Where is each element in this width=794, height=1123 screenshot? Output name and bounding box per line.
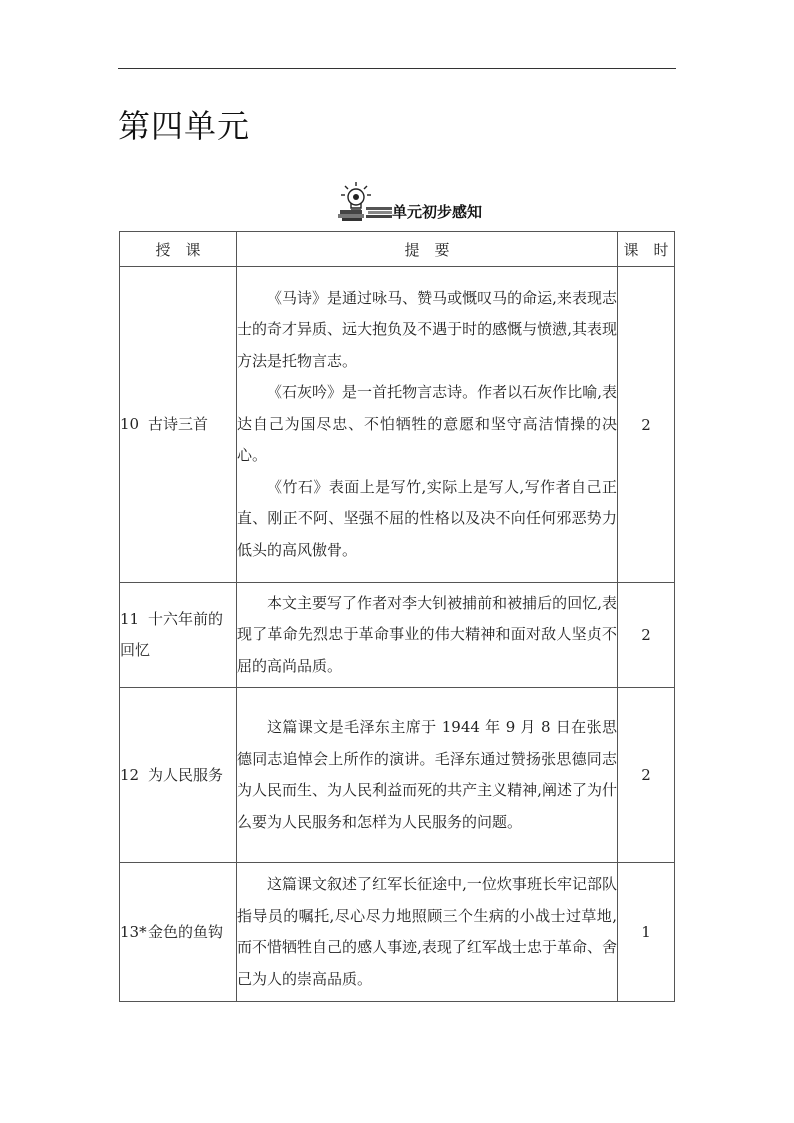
lesson-title: 为人民服务	[148, 765, 224, 784]
header-summary: 提 要	[237, 232, 618, 267]
lesson-title: 古诗三首	[148, 415, 209, 433]
table-header-row	[120, 232, 675, 267]
section-heading	[336, 180, 506, 222]
summary-paragraph: 《石灰吟》是一首托物言志诗。作者以石灰作比喻,表达自己为国尽忠、不怕牺牲的意愿和坚守高洁情操的决心。	[237, 383, 617, 465]
lesson-cell	[120, 267, 237, 583]
lesson-cell	[120, 583, 237, 688]
summary-cell	[237, 583, 618, 688]
lessons-table	[119, 231, 675, 1002]
hours-cell: 2	[618, 583, 675, 688]
summary-paragraph: 《竹石》表面上是写竹,实际上是写人,写作者自己正直、刚正不阿、坚强不屈的性格以及决不向任何邪恶势力低头的高风傲骨。	[237, 477, 617, 559]
summary-cell	[237, 267, 618, 583]
lesson-number: 10	[120, 415, 140, 433]
hours-cell: 1	[618, 863, 675, 1002]
summary-paragraph: 《马诗》是通过咏马、赞马或慨叹马的命运,来表现志士的奇才异质、远大抱负及不遇于时的感慨与愤懑,其表现方法是托物言志。	[237, 288, 617, 370]
lesson-number: 12	[120, 765, 140, 784]
table-row	[120, 863, 675, 1002]
section-heading-label: 单元初步感知	[392, 203, 483, 221]
lesson-title: 金色的鱼钩	[148, 922, 224, 941]
header-hours: 课 时	[618, 232, 675, 267]
hours-cell: 2	[618, 688, 675, 863]
header-lesson: 授 课	[120, 232, 237, 267]
top-rule	[118, 68, 676, 69]
summary-paragraph: 这篇课文叙述了红军长征途中,一位炊事班长牢记部队指导员的嘱托,尽心尽力地照顾三个生病的小战士过草地,而不惜牺牲自己的感人事迹,表现了红军战士忠于革命、舍己为人的崇高品质。	[237, 875, 617, 988]
summary-paragraph: 本文主要写了作者对李大钊被捕前和被捕后的回忆,表现了革命先烈忠于革命事业的伟大精神和面对敌人坚贞不屈的高尚品质。	[237, 593, 617, 675]
lesson-cell	[120, 863, 237, 1002]
table-row	[120, 267, 675, 583]
lesson-title: 十六年前的回忆	[120, 610, 224, 659]
summary-cell	[237, 863, 618, 1002]
summary-cell	[237, 688, 618, 863]
unit-title: 第四单元	[118, 107, 251, 145]
lesson-number: 13*	[120, 922, 147, 941]
table-row	[120, 688, 675, 863]
lightbulb-books-icon	[336, 180, 396, 222]
hours-cell: 2	[618, 267, 675, 583]
lesson-number: 11	[120, 610, 140, 628]
summary-paragraph: 这篇课文是毛泽东主席于 1944 年 9 月 8 日在张思德同志追悼会上所作的演讲。毛泽东通过赞扬张思德同志为人民而生、为人民利益而死的共产主义精神,阐述了为什么要为人民服务和怎样为人民服务的问题。	[237, 718, 617, 831]
table-row	[120, 583, 675, 688]
lesson-cell	[120, 688, 237, 863]
